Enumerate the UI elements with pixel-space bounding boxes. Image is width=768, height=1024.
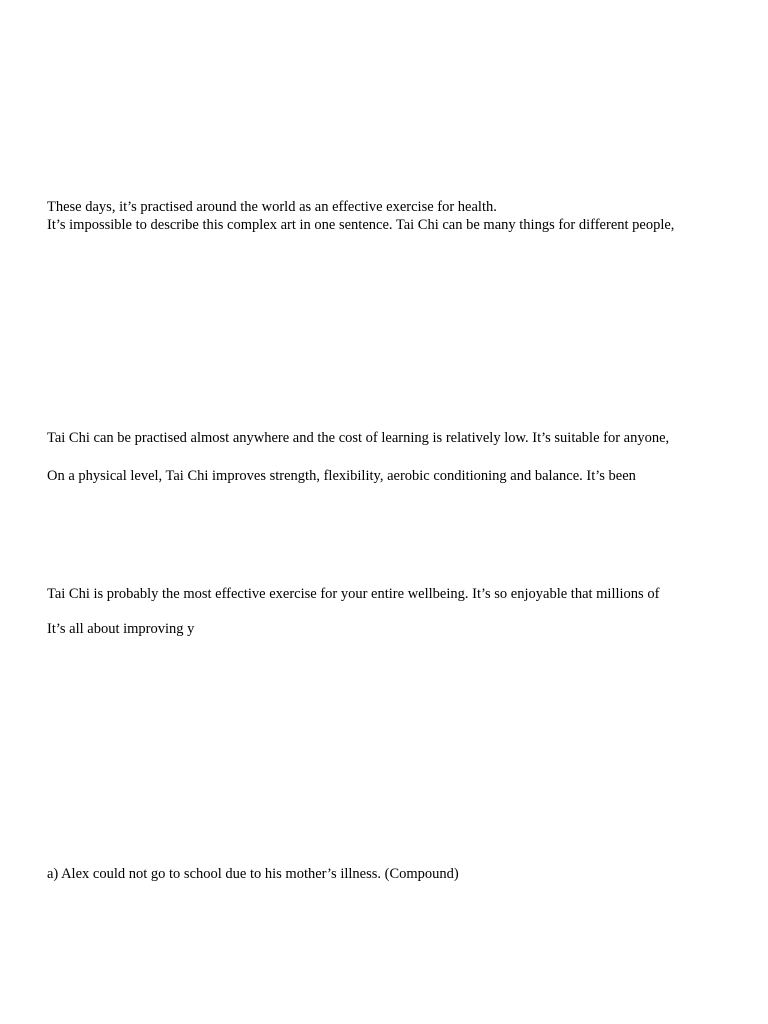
text-line-effective-wellbeing: Tai Chi is probably the most effective exercise for your entire wellbeing. It’s so enjoyable that millions of xyxy=(47,586,660,602)
text-line-health-exercise: These days, it’s practised around the world as an effective exercise for health. xyxy=(47,199,497,215)
text-line-physical-level: On a physical level, Tai Chi improves strength, flexibility, aerobic conditioning and balance. It’s been xyxy=(47,468,636,484)
text-line-exercise-question-a: a) Alex could not go to school due to his mother’s illness. (Compound) xyxy=(47,866,459,882)
text-line-complex-art: It’s impossible to describe this complex art in one sentence. Tai Chi can be many things for different people, xyxy=(47,217,675,233)
text-line-practised-anywhere: Tai Chi can be practised almost anywhere and the cost of learning is relatively low. It’s suitable for anyone, xyxy=(47,430,670,446)
text-line-improving: It’s all about improving y xyxy=(47,621,195,637)
